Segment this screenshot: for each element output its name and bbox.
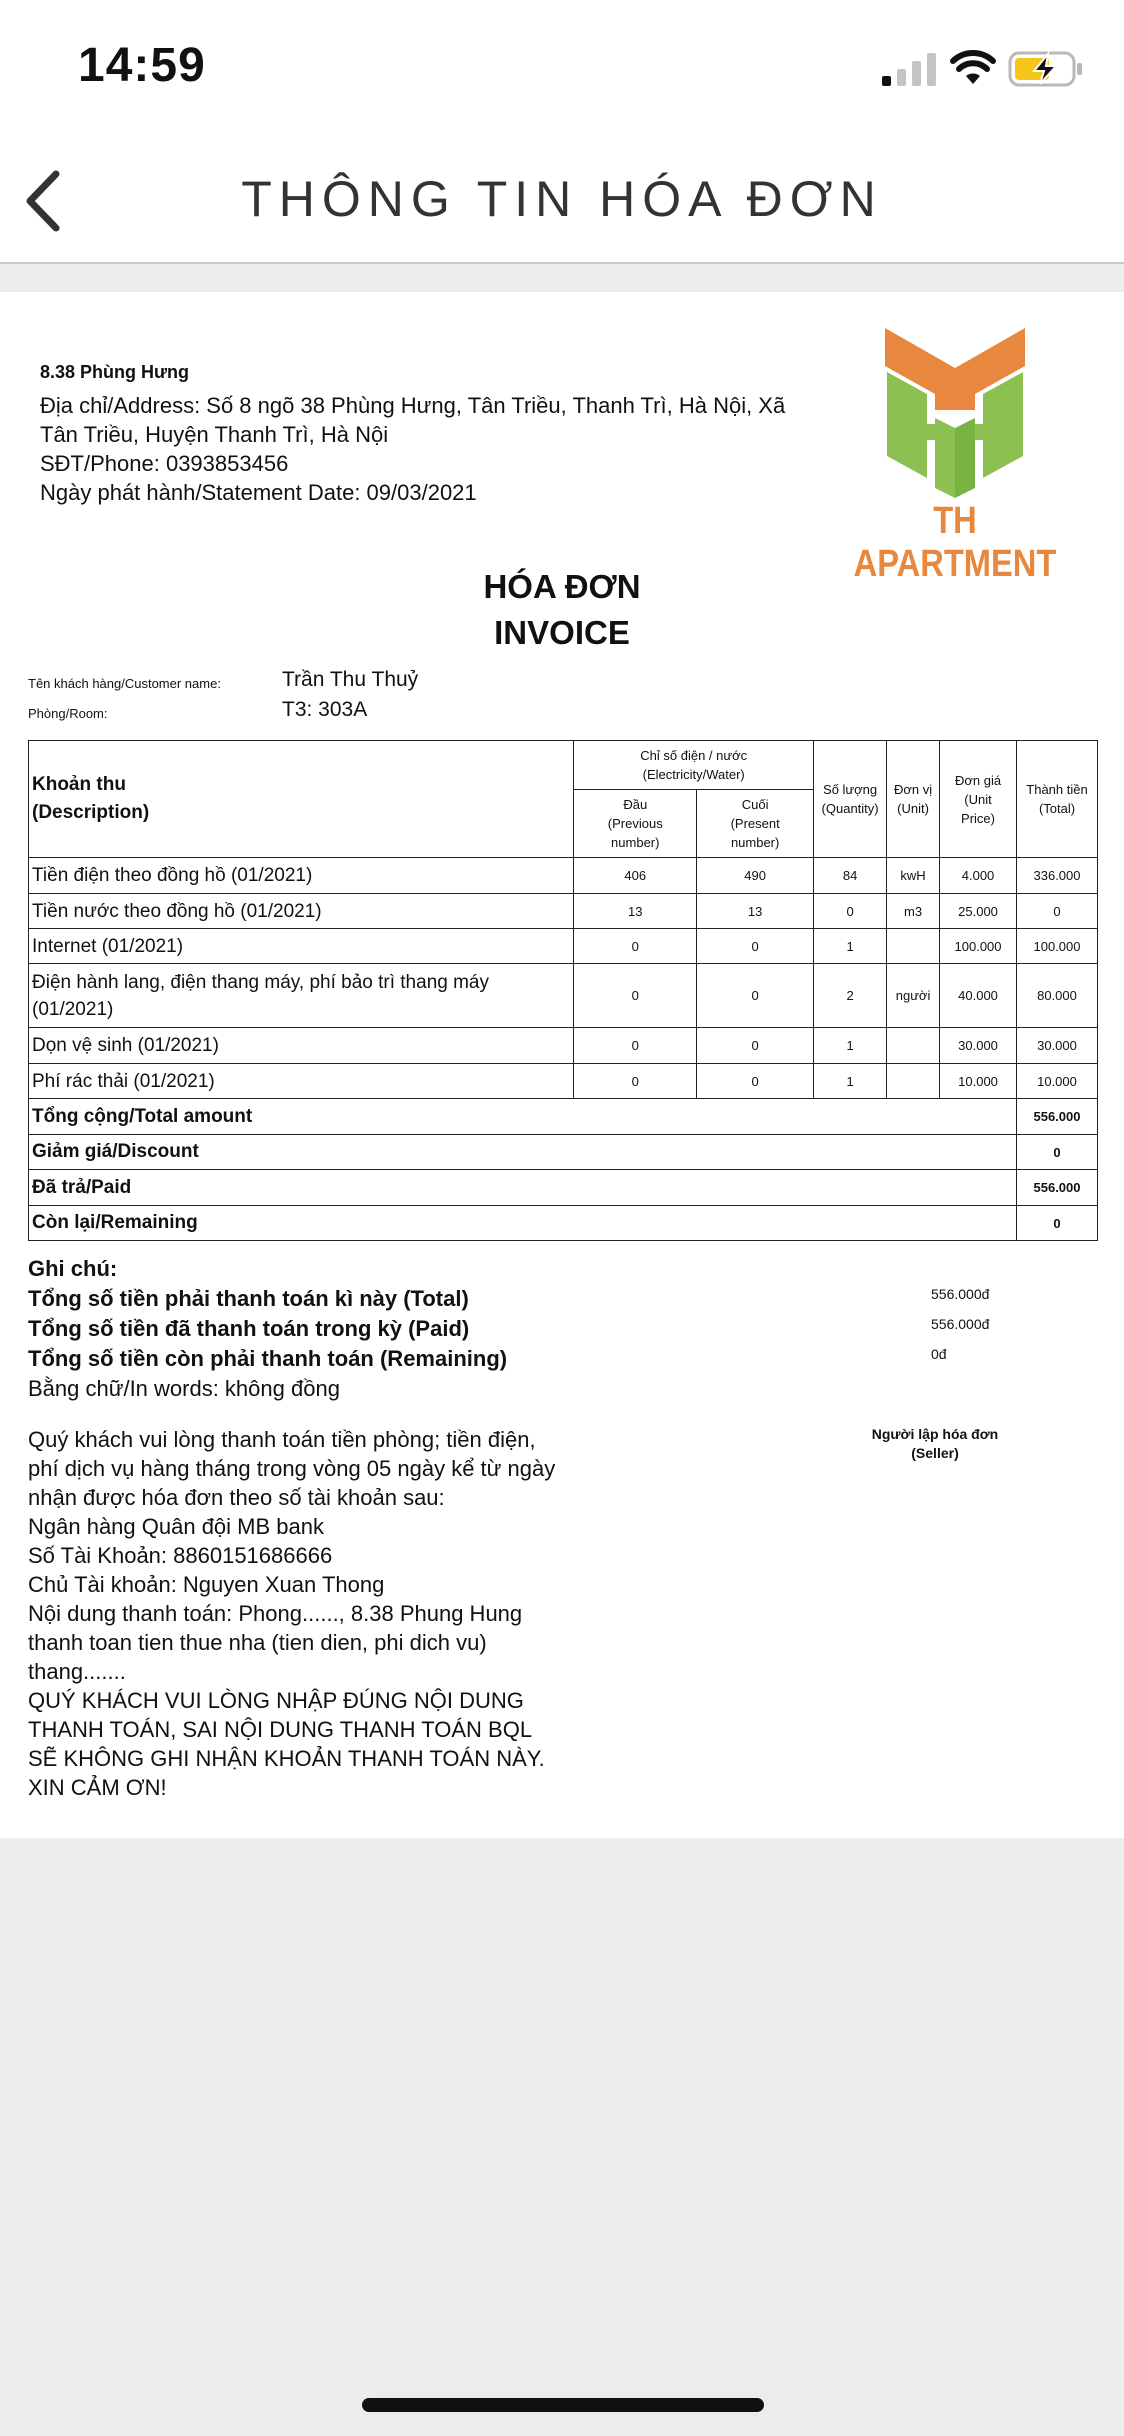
battery-charging-icon — [1008, 50, 1084, 88]
header-start: Đầu (Previous number) — [574, 790, 697, 858]
notes-remaining-value: 0đ — [931, 1346, 947, 1362]
table-row: Tiền điện theo đồng hồ (01/2021) 406 490 84 kwH 4.000 336.000 — [29, 858, 1098, 894]
summary-paid-row: Đã trả/Paid 556.000 — [29, 1170, 1098, 1206]
table-row: Tiền nước theo đồng hồ (01/2021) 13 13 0 m3 25.000 0 — [29, 894, 1098, 929]
home-indicator[interactable] — [362, 2398, 764, 2412]
cellular-signal-icon — [880, 52, 938, 86]
invoice-document — [0, 292, 1124, 1838]
notes-total-label: Tổng số tiền phải thanh toán kì này (Total) — [28, 1286, 469, 1311]
table-row: Internet (01/2021) 0 0 1 100.000 100.000 — [29, 929, 1098, 964]
invoice-title: HÓA ĐƠN — [483, 568, 641, 605]
address-line: Tân Triều, Huyện Thanh Trì, Hà Nội — [40, 422, 389, 447]
summary-remaining-row: Còn lại/Remaining 0 — [29, 1206, 1098, 1241]
header-description: Khoản thu (Description) — [29, 741, 574, 858]
notes-total-value: 556.000đ — [931, 1286, 990, 1302]
summary-discount-row: Giảm giá/Discount 0 — [29, 1135, 1098, 1170]
notes-paid-value: 556.000đ — [931, 1316, 990, 1332]
seller-signature: Người lập hóa đơn (Seller) — [871, 1426, 999, 1461]
summary-total-row: Tổng cộng/Total amount 556.000 — [29, 1099, 1098, 1135]
room-label: Phòng/Room: — [28, 706, 108, 721]
logo-text: TH APARTMENT — [853, 500, 1057, 585]
business-header — [40, 362, 820, 507]
table-row: Dọn vệ sinh (01/2021) 0 0 1 30.000 30.000 — [29, 1028, 1098, 1064]
room-value: T3: 303A — [282, 698, 368, 721]
logo-mark-icon — [815, 328, 1095, 498]
invoice-table — [28, 740, 1098, 1241]
payment-instructions: Quý khách vui lòng thanh toán tiền phòng; tiền điện, phí dịch vụ hàng tháng trong vòng 05 ngày kể từ ngày nhận được hóa đơn theo số tài khoản sau: Ngân hàng Quân đội MB bank Số Tài Khoản: 8860151686666 Chủ Tài khoản: Nguyen Xuan Thong Nội dung thanh toán: Phong......, 8.38 Phung Hung thanh toan tien thue nha (tien dien, phi dich vu) thang....... QUÝ KHÁCH VUI LÒNG NHẬP ĐÚNG NỘI DUNG THANH TOÁN, SAI NỘI DUNG THANH TOÁN BQL SẼ KHÔNG GHI NHẬN KHOẢN THANH TOÁN NÀY. XIN CẢM ƠN! — [28, 1427, 556, 1800]
header-unit-price: Đơn giá (Unit Price) — [940, 741, 1017, 858]
notes-section — [28, 1254, 507, 1404]
page-title: THÔNG TIN HÓA ĐƠN — [241, 171, 883, 227]
customer-name-label: Tên khách hàng/Customer name: — [28, 676, 221, 691]
header-meter-group: Chỉ số điện / nước (Electricity/Water) — [574, 741, 814, 790]
wifi-icon — [950, 50, 996, 86]
table-row: Phí rác thải (01/2021) 0 0 1 10.000 10.000 — [29, 1064, 1098, 1099]
notes-in-words: Bằng chữ/In words: không đồng — [28, 1376, 340, 1401]
status-bar — [0, 0, 1124, 140]
invoice-title-en: INVOICE — [494, 614, 630, 651]
customer-name: Trần Thu Thuỷ — [282, 668, 419, 691]
statement-date: Ngày phát hành/Statement Date: 09/03/2021 — [40, 480, 477, 505]
header-total: Thành tiền (Total) — [1017, 741, 1098, 858]
address-line: Địa chỉ/Address: Số 8 ngõ 38 Phùng Hưng, Tân Triều, Thanh Trì, Hà Nội, Xã — [40, 393, 786, 418]
header-end: Cuối (Present number) — [697, 790, 814, 858]
notes-remaining-label: Tổng số tiền còn phải thanh toán (Remaining) — [28, 1346, 508, 1371]
header-unit: Đơn vị (Unit) — [887, 741, 940, 858]
nav-header — [0, 140, 1124, 264]
notes-paid-label: Tổng số tiền đã thanh toán trong kỳ (Paid) — [28, 1316, 470, 1341]
header-quantity: Số lượng (Quantity) — [814, 741, 887, 858]
status-time: 14:59 — [78, 39, 206, 92]
phone-text: SĐT/Phone: 0393853456 — [40, 451, 289, 476]
business-name: 8.38 Phùng Hưng — [40, 362, 190, 382]
th-apartment-logo — [815, 328, 1095, 585]
table-row: Điện hành lang, điện thang máy, phí bảo trì thang máy (01/2021) 0 0 2 người 40.000 80.000 — [29, 964, 1098, 1028]
notes-title: Ghi chú: — [28, 1256, 118, 1281]
